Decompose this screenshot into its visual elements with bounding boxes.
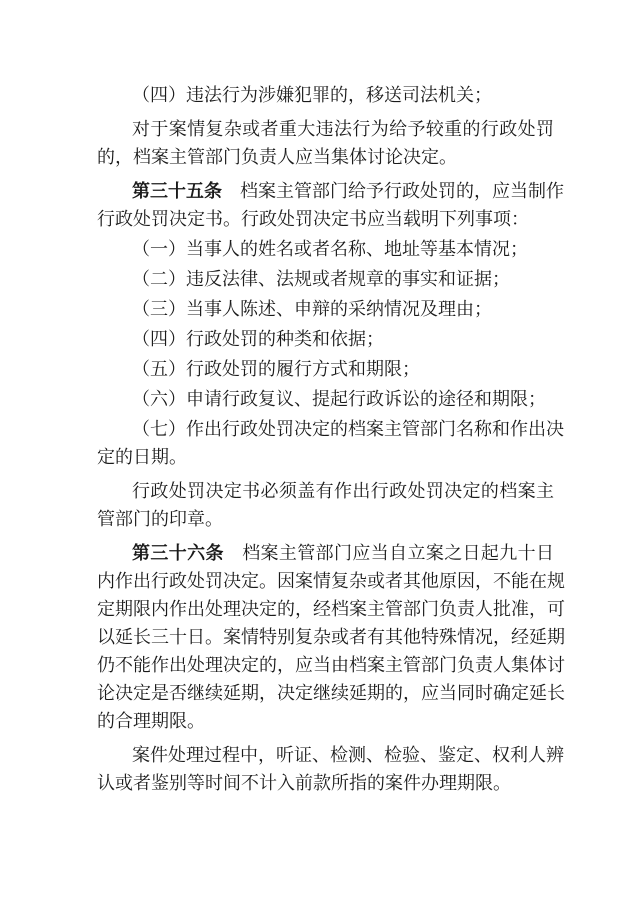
article-36-para-2-line-1: 案件处理过程中，听证、检测、检验、鉴定、权利人辨 xyxy=(132,745,564,766)
article-35-item-7-line-2: 定的日期。 xyxy=(97,447,187,468)
article-35-item-6: （六）申请行政复议、提起行政诉讼的途径和期限； xyxy=(132,389,546,410)
article-36-heading: 第三十六条 xyxy=(132,543,224,564)
article-36-line-1 xyxy=(132,542,554,566)
article-35-line-2: 行政处罚决定书。行政处罚决定书应当载明下列事项： xyxy=(97,209,529,230)
clause-four-transfer: （四）违法行为涉嫌犯罪的，移送司法机关； xyxy=(132,85,492,106)
article-36-line-5: 仍不能作出处理决定的，应当由档案主管部门负责人集体讨 xyxy=(97,655,565,676)
article-35-line-1 xyxy=(132,180,564,204)
article-35-item-3: （三）当事人陈述、申辩的采纳情况及理由； xyxy=(132,299,492,320)
article-36-line-2: 内作出行政处罚决定。因案情复杂或者其他原因，不能在规 xyxy=(97,571,565,592)
article-36-line-7: 的合理期限。 xyxy=(97,711,205,732)
article-35-item-4: （四）行政处罚的种类和依据； xyxy=(132,329,384,350)
article-35-seal-line-1: 行政处罚决定书必须盖有作出行政处罚决定的档案主 xyxy=(132,481,554,502)
article-35-text-1: 档案主管部门给予行政处罚的，应当制作 xyxy=(240,181,564,202)
article-35-item-1: （一）当事人的姓名或者名称、地址等基本情况； xyxy=(132,239,528,260)
article-35-item-7-line-1: （七）作出行政处罚决定的档案主管部门名称和作出决 xyxy=(132,419,564,440)
article-35-item-2: （二）违反法律、法规或者规章的事实和证据； xyxy=(132,269,510,290)
paragraph-complex-cases-line-1: 对于案情复杂或者重大违法行为给予较重的行政处罚 xyxy=(132,119,554,140)
article-36-text-1: 档案主管部门应当自立案之日起九十日 xyxy=(241,543,555,564)
article-36-para-2-line-2: 认或者鉴别等时间不计入前款所指的案件办理期限。 xyxy=(97,773,511,794)
article-35-seal-line-2: 管部门的印章。 xyxy=(97,509,223,530)
article-36-line-6: 论决定是否继续延期，决定继续延期的，应当同时确定延长 xyxy=(97,683,565,704)
article-36-line-4: 以延长三十日。案情特别复杂或者有其他特殊情况，经延期 xyxy=(97,627,565,648)
article-36-line-3: 定期限内作出处理决定的，经档案主管部门负责人批准，可 xyxy=(97,599,565,620)
article-35-item-5: （五）行政处罚的履行方式和期限； xyxy=(132,359,420,380)
article-35-heading: 第三十五条 xyxy=(132,181,222,202)
paragraph-complex-cases-line-2: 的，档案主管部门负责人应当集体讨论决定。 xyxy=(97,147,457,168)
